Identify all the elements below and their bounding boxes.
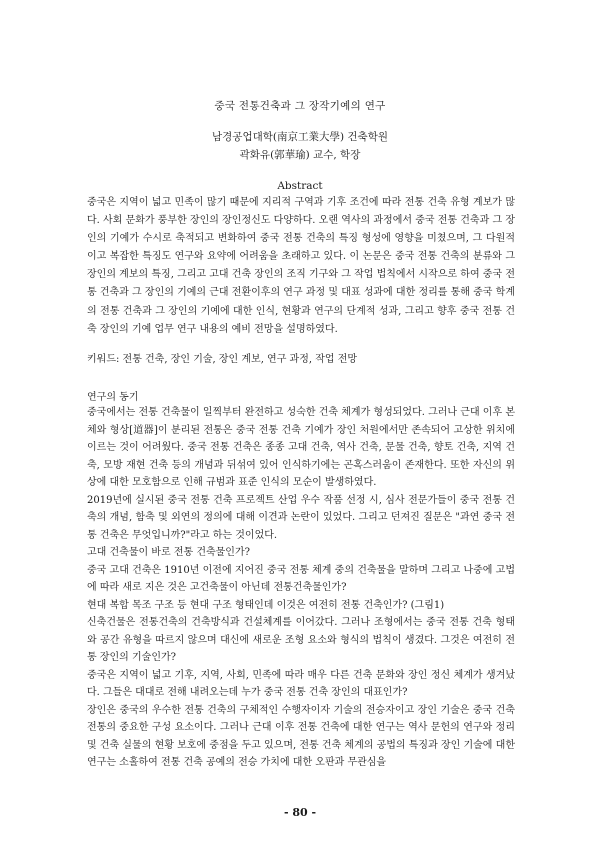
author-affiliation: 남경공업대학(南京工業大學) 건축학원 — [212, 131, 388, 143]
body-paragraph: 장인은 중국의 우수한 전통 건축의 구체적인 수행자이자 기술의 전승자이고 장인 기술은 중국 건축 전통의 중요한 구성 요소이다. 그러나 근대 이후 전통 건축에 대한 연구는 역사 문헌의 연구와 정리 및 건축 실물의 현황 보호에 중점을 두고 있으며, 전통 건축 체계의 공법의 특징과 장인 기술에 대한 연구는 소홀하여 전통 건축 공예의 전승 가치에 대한 오판과 무관심을 — [87, 704, 515, 768]
body-paragraph: 현대 복합 목조 구조 등 현대 구조 형태인데 이것은 여전히 전통 건축인가? (그림1) — [87, 599, 445, 611]
body-paragraph: 신축건물은 전통건축의 건축방식과 건설체계를 이어갔다. 그러나 조형에서는 중국 전통 건축 형태와 공간 유형을 따르지 않으며 대신에 새로운 조형 요소와 형식의 법칙이 생겼다. 그것은 여전히 전통 장인의 기술인가? — [87, 617, 515, 663]
paper-title: 중국 전통건축과 그 장작기예의 연구 — [214, 100, 386, 112]
section-body — [87, 404, 515, 772]
author-name: 곽화유(郭華瑜) 교수, 학장 — [239, 149, 361, 161]
body-paragraph: 중국 고대 건축은 1910년 이전에 지어진 중국 전통 체계 중의 건축물을 말하며 그리고 나중에 고법에 따라 새로 지은 것은 고건축물이 아닌데 전통건축물인가? — [87, 564, 515, 593]
abstract-heading: Abstract — [277, 180, 323, 192]
page-number: - 80 - — [283, 806, 317, 819]
body-paragraph: 고대 건축물이 바로 전통 건축물인가? — [87, 547, 250, 558]
keywords: 키워드: 전통 건축, 장인 기술, 장인 계보, 연구 과정, 작업 전망 — [87, 354, 358, 365]
body-paragraph: 중국은 지역이 넓고 기후, 지역, 사회, 민족에 따라 매우 다른 건축 문화와 장인 정신 체계가 생겨났다. 그들은 대대로 전해 내려오는데 누가 중국 전통 건축 장인의 대표인가? — [87, 669, 515, 698]
section-heading: 연구의 동기 — [87, 392, 139, 403]
body-paragraph: 중국에서는 전통 건축물이 일찍부터 완전하고 성숙한 건축 체계가 형성되었다. 그러나 근대 이후 본체와 형상[道器]이 분리된 전통은 중국 전통 건축 기예가 장인 처원에서만 존속되어 고상한 위치에 이르는 것이 어려웠다. 중국 전통 건축은 종종 고대 건축, 역사 건축, 문물 건축, 향토 건축, 지역 건축, 모방 재현 건축 등의 개념과 뒤섞여 있어 인식하기에는 곤혹스러움이 존재한다. 또한 자신의 위상에 대한 모호함으로 인해 규범과 표준 인식의 모순이 발생하였다. — [87, 407, 515, 488]
abstract-text: 중국은 지역이 넓고 민족이 많기 때문에 지리적 구역과 기후 조건에 따라 전통 건축 유형 계보가 많다. 사회 문화가 풍부한 장인의 장인정신도 다양하다. 오랜 역사의 과정에서 중국 전통 건축과 그 장인의 기예가 수시로 축적되고 변화하여 중국 전통 건축의 특징 형성에 영향을 미쳤으며, 그 다원적이고 복잡한 특징도 연구와 요약에 어려움을 초래하고 있다. 이 논문은 중국 전통 건축의 분류와 그 장인의 계보의 특징, 그리고 고대 건축 장인의 조직 기구와 그 작업 법칙에서 시작으로 하여 중국 전통 건축과 그 장인의 기예의 근대 전환이후의 연구 과정 및 대표 성과에 대한 정리를 통해 중국 학계의 전통 건축과 그 장인의 기예에 대한 인식, 현황과 연구의 단계적 성과, 그리고 향후 중국 전통 건축 장인의 기예 업무 연구 내용의 예비 전망을 설명하였다. — [87, 197, 515, 335]
body-paragraph: 2019년에 실시된 중국 전통 건축 프로젝트 산업 우수 작품 선정 시, 심사 전문가들이 중국 전통 건축의 개념, 함축 및 외연의 정의에 대해 이견과 논란이 있었다. 그리고 던져진 질문은 "과연 중국 전통 건축은 무엇입니까?"라고 하는 것이었다. — [87, 494, 515, 541]
